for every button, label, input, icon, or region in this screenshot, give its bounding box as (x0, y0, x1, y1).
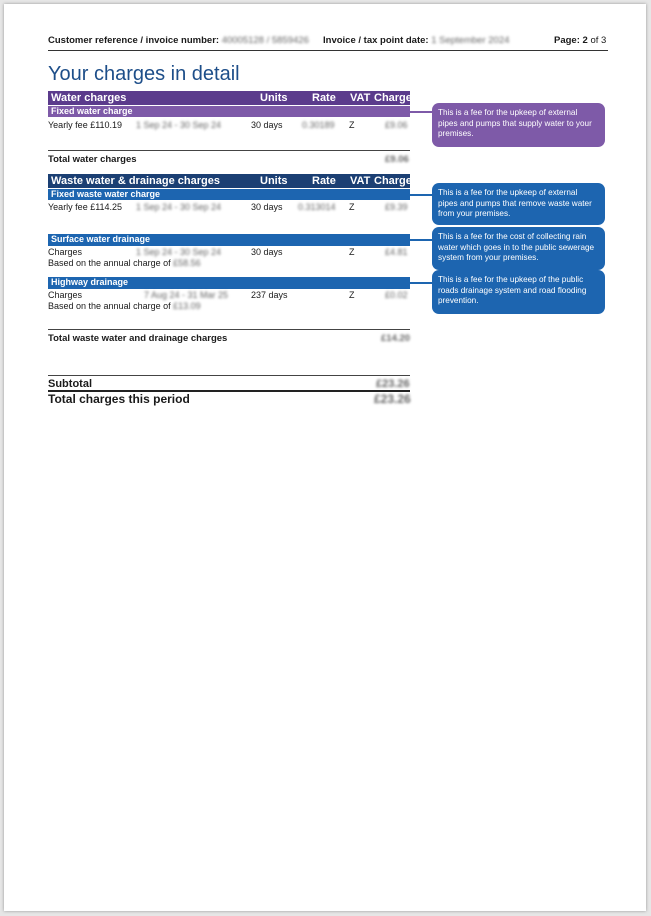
subtotal-label: Subtotal (48, 378, 92, 390)
grand-total-value: £23.26 (374, 392, 411, 406)
water-section-title: Water charges (51, 92, 127, 104)
subtotal-value: £23.26 (376, 378, 410, 390)
water-col-units: Units (260, 92, 288, 104)
waste-row-period: 1 Sep 24 - 30 Sep 24 (136, 202, 222, 212)
waste-col-units: Units (260, 175, 288, 187)
water-charge-callout: This is a fee for the upkeep of external pipes and pumps that supply water to your premises. (432, 103, 605, 147)
highway-row-vat: Z (349, 290, 355, 300)
page-title: Your charges in detail (48, 63, 240, 85)
surface-row-desc: Charges (48, 247, 83, 257)
highway-drainage-header (48, 277, 410, 289)
water-charges-header (48, 91, 410, 105)
page-current: 2 (582, 35, 588, 46)
water-row-rate: 0.30189 (302, 120, 335, 130)
header-divider (48, 50, 608, 51)
waste-row-desc: Yearly fee £114.25 (48, 202, 123, 212)
invoice-date (323, 35, 509, 46)
highway-row-charge: £0.02 (385, 290, 408, 300)
surface-annual-value: £58.56 (173, 258, 201, 268)
highway-annual-value: £13.09 (173, 301, 201, 311)
waste-callout-connector (410, 194, 432, 196)
water-row-vat: Z (349, 120, 355, 130)
water-total-value: £9.06 (385, 154, 409, 165)
grand-total-label: Total charges this period (48, 392, 190, 406)
subtotal-rule (48, 375, 410, 376)
waste-charge-callout: This is a fee for the upkeep of external pipes and pumps that remove waste water from your premises. (432, 183, 605, 225)
waste-col-vat: VAT (350, 175, 371, 187)
water-total-label: Total water charges (48, 154, 137, 165)
waste-row-vat: Z (349, 202, 355, 212)
highway-row-units: 237 days (251, 290, 288, 300)
waste-row-units: 30 days (251, 202, 283, 212)
waste-charges-header (48, 174, 410, 188)
customer-ref-value: 40005128 / 5859426 (221, 35, 309, 46)
surface-row-vat: Z (349, 247, 355, 257)
waste-col-charge: Charge (374, 175, 412, 187)
waste-total-value: £14.20 (381, 333, 411, 344)
water-col-charge: Charge (374, 92, 412, 104)
highway-row-period: 7 Aug 24 - 31 Mar 25 (144, 290, 229, 300)
surface-annual (48, 258, 201, 269)
waste-section-title: Waste water & drainage charges (51, 175, 220, 187)
highway-annual (48, 301, 201, 312)
invoice-date-value: 1 September 2024 (431, 35, 510, 46)
page-number (554, 35, 606, 46)
surface-drainage-header (48, 234, 410, 246)
surface-row-units: 30 days (251, 247, 283, 257)
water-total-rule (48, 150, 410, 151)
waste-row-charge: £9.39 (385, 202, 408, 212)
water-callout-connector (410, 111, 432, 113)
invoice-date-label: Invoice / tax point date: (323, 35, 429, 46)
waste-total-rule (48, 329, 410, 330)
invoice-page (4, 4, 646, 911)
water-row-charge: £9.06 (385, 120, 408, 130)
surface-row-period: 1 Sep 24 - 30 Sep 24 (136, 247, 222, 257)
highway-row-desc: Charges (48, 290, 83, 300)
highway-drainage-callout: This is a fee for the upkeep of the public roads drainage system and road flooding prevention. (432, 270, 605, 314)
waste-row-rate: 0.313014 (298, 202, 336, 212)
fixed-water-subheader (48, 106, 410, 117)
water-col-vat: VAT (350, 92, 371, 104)
water-row-units: 30 days (251, 120, 283, 130)
surface-annual-label: Based on the annual charge of (48, 258, 171, 268)
page-label: Page: (554, 35, 580, 46)
highway-annual-label: Based on the annual charge of (48, 301, 171, 311)
page-of: of 3 (590, 35, 607, 46)
fixed-waste-subheader (48, 189, 410, 200)
waste-total-label: Total waste water and drainage charges (48, 333, 228, 344)
surface-callout-connector (410, 239, 432, 241)
highway-callout-connector (410, 282, 432, 284)
highway-section-title: Highway drainage (51, 277, 129, 287)
fixed-water-title: Fixed water charge (51, 106, 133, 116)
water-col-rate: Rate (312, 92, 336, 104)
customer-ref-label: Customer reference / invoice number: (48, 35, 220, 46)
surface-row-charge: £4.81 (385, 247, 408, 257)
waste-col-rate: Rate (312, 175, 336, 187)
fixed-waste-title: Fixed waste water charge (51, 189, 161, 199)
water-row-desc: Yearly fee £110.19 (48, 120, 123, 130)
customer-reference (48, 35, 309, 46)
surface-drainage-callout: This is a fee for the cost of collecting rain water which goes in to the public sewerage system from your premises. (432, 227, 605, 270)
water-row-period: 1 Sep 24 - 30 Sep 24 (136, 120, 222, 130)
surface-section-title: Surface water drainage (51, 234, 151, 244)
